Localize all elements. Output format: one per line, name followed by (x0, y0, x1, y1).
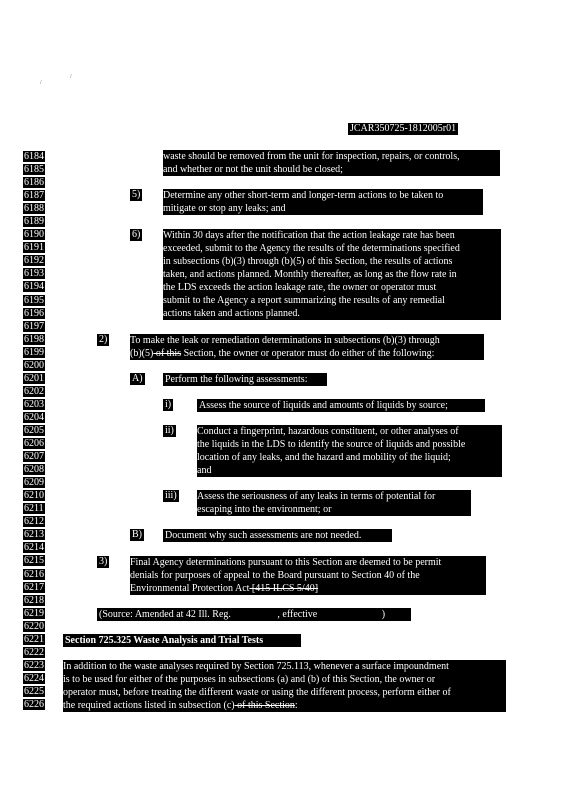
line-number-label: 6191 (24, 242, 44, 254)
line-number (23, 554, 55, 567)
source-note (97, 608, 411, 621)
line-number-label: 6186 (24, 177, 44, 189)
scan-mark: / (70, 74, 72, 80)
line-number (23, 254, 55, 267)
text-line: actions taken and actions planned. (163, 308, 300, 319)
line-number-label: 6193 (24, 268, 44, 280)
list-marker: 6) (132, 229, 141, 240)
line-number-label: 6225 (24, 685, 44, 697)
line-number (23, 372, 55, 385)
line-number (23, 189, 55, 202)
section-body (63, 660, 506, 712)
source-effective: , effective (277, 609, 318, 620)
text-run: (b)(5) (130, 348, 154, 359)
list-marker: 5) (132, 189, 141, 200)
line-number (23, 502, 55, 515)
line-number-label: 6223 (24, 659, 44, 671)
line-number (23, 320, 55, 333)
line-number-label: 6212 (24, 516, 44, 528)
text-run: : (294, 700, 298, 711)
line-number-label: 6189 (24, 216, 44, 228)
text-line: is to be used for either of the purposes in subsections (a) and (b) of this Section, the owner or (63, 674, 436, 685)
line-number-label: 6203 (24, 398, 44, 410)
paragraph-b6 (163, 229, 501, 320)
list-marker: A) (132, 373, 143, 384)
text-line: the liquids in the LDS to identify the source of liquids and possible (197, 439, 466, 450)
effective-date-blank (320, 616, 382, 617)
line-number-label: 6213 (24, 529, 44, 541)
text-line: escaping into the environment; or (197, 504, 332, 515)
line-number-label: 6224 (24, 672, 44, 684)
text-line: mitigate or stop any leaks; and (163, 203, 286, 214)
text-line: location of any leaks, and the hazard and mobility of the liquid; (197, 452, 451, 463)
text-line (130, 582, 486, 595)
line-number (23, 698, 55, 711)
line-number (23, 294, 55, 307)
line-number-label: 6222 (24, 646, 44, 658)
text-line (130, 347, 484, 360)
text-run: Environmental Protection Act (130, 583, 250, 594)
text-line: operator must, before treating the different waste or using the different process, perform either of (63, 687, 451, 698)
line-number (23, 215, 55, 228)
list-marker: iii) (165, 490, 177, 501)
text-line: Determine any other short-term and longer-term actions to be taken to (163, 190, 444, 201)
line-number-label: 6217 (24, 581, 44, 593)
text-line: exceeded, submit to the Agency the results of the determinations specified (163, 243, 460, 254)
line-number (23, 568, 55, 581)
struck-text: [415 ILCS 5/40] (249, 583, 319, 594)
line-number (23, 307, 55, 320)
line-number (23, 176, 55, 189)
line-number (23, 346, 55, 359)
paragraph-b4 (163, 150, 500, 176)
line-number-label: 6197 (24, 320, 44, 332)
text-line: waste should be removed from the unit for inspection, repairs, or controls, (163, 151, 460, 162)
text-line: denials for purposes of appeal to the Board pursuant to Section 40 of the (130, 570, 420, 581)
line-number (23, 489, 55, 502)
line-number (23, 437, 55, 450)
line-number (23, 398, 55, 411)
text-line: taken, and actions planned. Monthly thereafter, as long as the flow rate in (163, 269, 457, 280)
line-number-label: 6215 (24, 555, 44, 567)
paragraph-c2 (130, 334, 484, 360)
line-number (23, 280, 55, 293)
text-line: Final Agency determinations pursuant to this Section are deemed to be permit (130, 557, 442, 568)
paragraph-c2Aii (197, 425, 502, 477)
section-heading: Section 725.325 Waste Analysis and Trial Tests (63, 634, 301, 647)
line-number (23, 359, 55, 372)
text-line (63, 699, 298, 712)
line-number-label: 6184 (24, 151, 44, 162)
line-number-label: 6219 (24, 607, 44, 619)
text-line: the LDS exceeds the action leakage rate, the owner or operator must (163, 282, 437, 293)
line-number (23, 411, 55, 424)
line-number (23, 659, 55, 672)
scan-mark: / (40, 80, 42, 86)
line-number (23, 581, 55, 594)
text-line: To make the leak or remediation determinations in subsections (b)(3) through (130, 335, 440, 346)
line-number-gutter (23, 150, 55, 711)
line-number (23, 672, 55, 685)
line-number (23, 541, 55, 554)
line-number (23, 202, 55, 215)
line-number (23, 424, 55, 437)
text-line: in subsections (b)(3) through (b)(5) of this Section, the results of actions (163, 256, 453, 267)
line-number (23, 594, 55, 607)
text-run: the required actions listed in subsection (c) (63, 700, 235, 711)
line-number-label: 6208 (24, 464, 44, 476)
paragraph-c2A: Perform the following assessments: (163, 373, 327, 386)
line-number (23, 150, 55, 163)
text-line: Within 30 days after the notification that the action leakage rate has been (163, 230, 455, 241)
list-marker: B) (132, 529, 142, 540)
text-line: and whether or not the unit should be closed; (163, 164, 343, 175)
line-number-label: 6199 (24, 346, 44, 358)
paragraph-b5 (163, 189, 483, 215)
line-number (23, 228, 55, 241)
paragraph-c2B: Document why such assessments are not needed. (163, 529, 392, 542)
line-number-label: 6200 (24, 359, 44, 371)
line-number-label: 6210 (24, 490, 44, 502)
paragraph-c2Aiii (197, 490, 471, 516)
line-number-label: 6216 (24, 568, 44, 580)
line-number-label: 6187 (24, 190, 44, 202)
line-number-label: 6190 (24, 229, 44, 241)
line-number (23, 685, 55, 698)
paragraph-c2Ai: Assess the source of liquids and amounts of liquids by source; (197, 399, 485, 412)
list-marker: ii) (165, 425, 174, 436)
text-line: Conduct a fingerprint, hazardous constituent, or other analyses of (197, 426, 459, 437)
line-number-label: 6204 (24, 411, 44, 423)
line-number (23, 333, 55, 346)
line-number-label: 6221 (24, 633, 44, 645)
reg-page-blank (233, 616, 277, 617)
text-line: Assess the seriousness of any leaks in terms of potential for (197, 491, 436, 502)
line-number-label: 6194 (24, 281, 44, 293)
line-number-label: 6207 (24, 451, 44, 463)
line-number (23, 241, 55, 254)
line-number-label: 6205 (24, 424, 44, 436)
line-number (23, 385, 55, 398)
source-suffix: ) (381, 609, 386, 620)
line-number (23, 633, 55, 646)
line-number-label: 6220 (24, 620, 44, 632)
line-number-label: 6201 (24, 372, 44, 384)
source-prefix: (Source: Amended at 42 Ill. Reg. (99, 609, 231, 620)
line-number-label: 6214 (24, 542, 44, 554)
struck-text: of this Section (234, 700, 295, 711)
list-marker: 3) (99, 556, 108, 567)
line-number-label: 6206 (24, 438, 44, 450)
line-number-label: 6202 (24, 385, 44, 397)
line-number (23, 163, 55, 176)
line-number-label: 6196 (24, 307, 44, 319)
text-line: In addition to the waste analyses required by Section 725.113, whenever a surface impoundment (63, 661, 449, 672)
line-number (23, 267, 55, 280)
line-number-label: 6209 (24, 477, 44, 489)
line-number (23, 463, 55, 476)
line-number-label: 6192 (24, 255, 44, 267)
text-line: submit to the Agency a report summarizing the results of any remedial (163, 295, 445, 306)
line-number-label: 6211 (24, 503, 44, 515)
line-number (23, 528, 55, 541)
paragraph-c3 (130, 556, 486, 595)
line-number (23, 450, 55, 463)
line-number (23, 646, 55, 659)
line-number (23, 515, 55, 528)
document-id: JCAR350725-1812005r01 (350, 123, 457, 134)
list-marker: 2) (99, 334, 108, 345)
line-number-label: 6198 (24, 333, 44, 345)
line-number (23, 476, 55, 489)
line-number-label: 6185 (24, 164, 44, 176)
struck-text: of this (153, 348, 182, 359)
list-marker: i) (165, 399, 172, 410)
text-run: Section, the owner or operator must do either of the following: (181, 348, 435, 359)
line-number-label: 6188 (24, 203, 44, 215)
line-number-label: 6195 (24, 294, 44, 306)
line-number (23, 607, 55, 620)
line-number (23, 620, 55, 633)
line-number-label: 6226 (24, 698, 44, 710)
line-number-label: 6218 (24, 594, 44, 606)
text-line: and (197, 465, 212, 476)
